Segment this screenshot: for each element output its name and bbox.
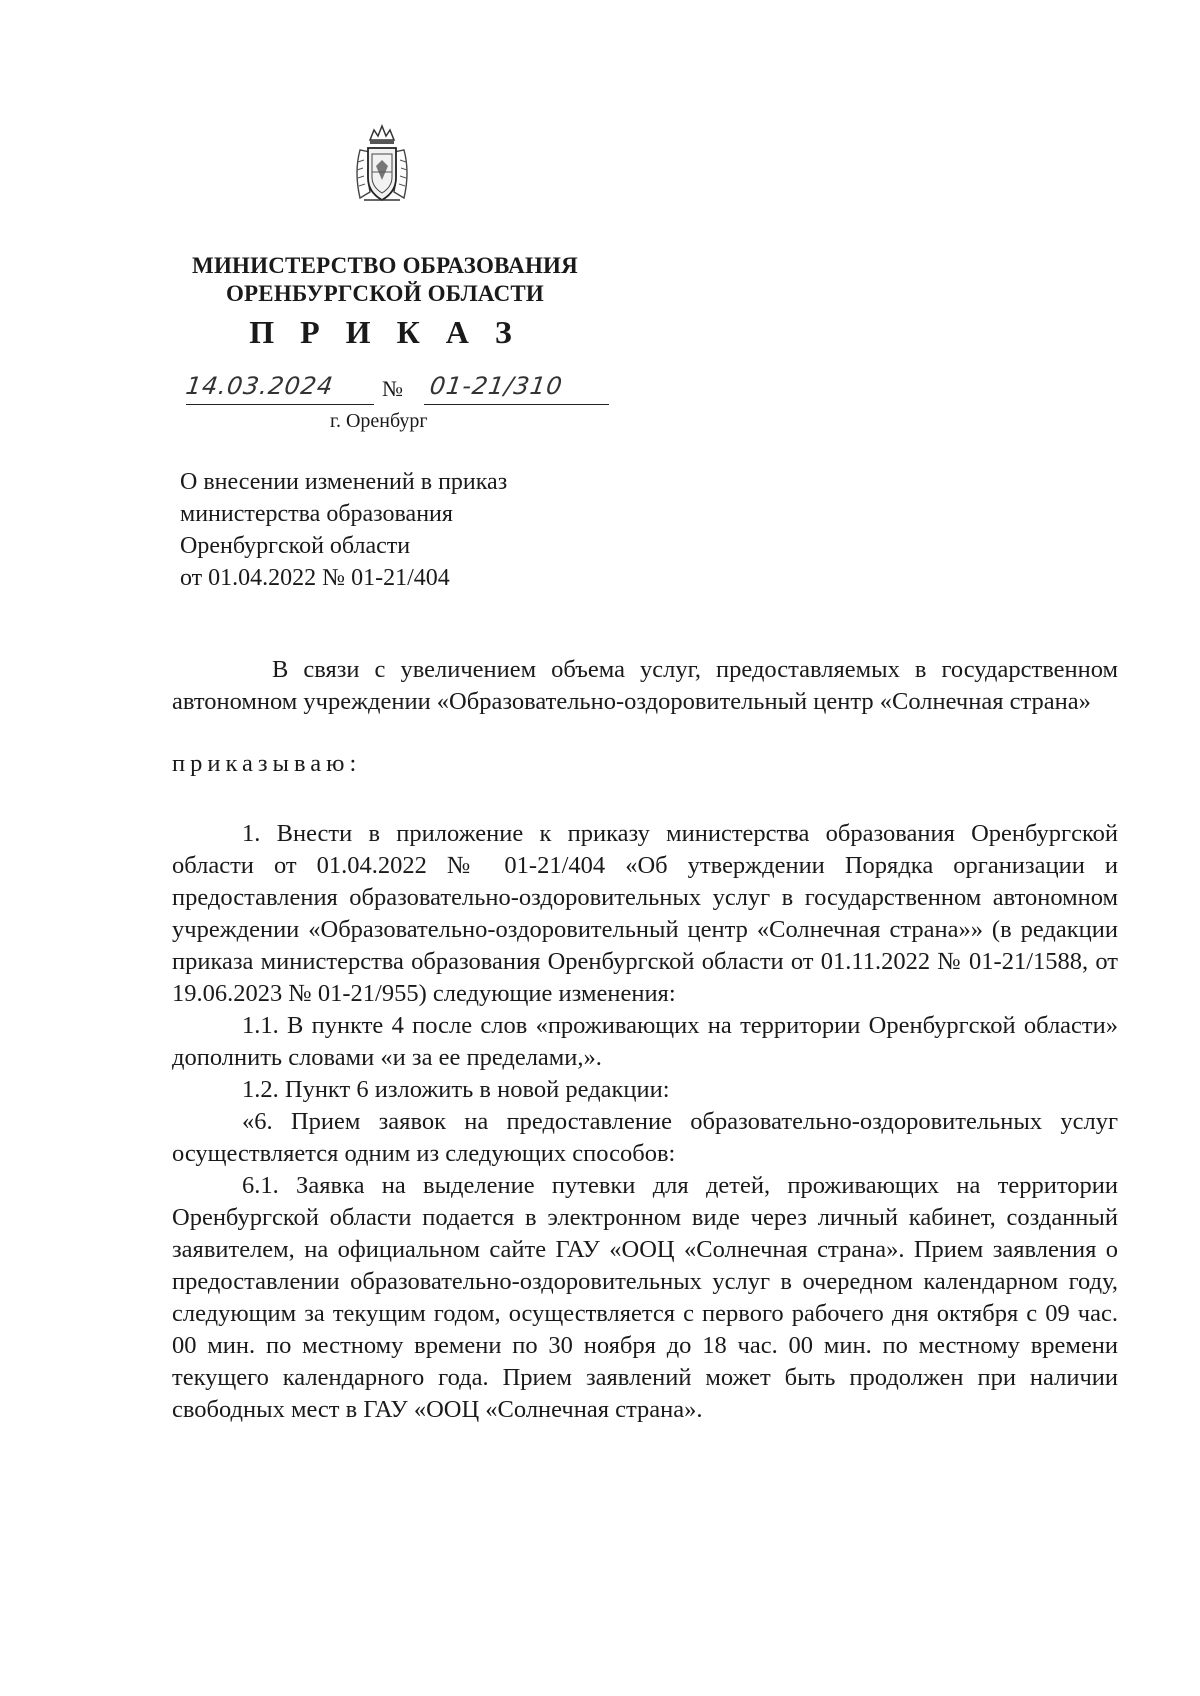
item-1-1-paragraph: 1.1. В пункте 4 после слов «проживающих на территории Оренбургской области» дополнить словами «и за ее пределами,». xyxy=(172,1012,1118,1071)
subject-line: Оренбургской области xyxy=(180,533,411,559)
order-date-number xyxy=(186,372,606,406)
order-body xyxy=(172,654,1118,1426)
date-underline xyxy=(186,404,374,405)
order-number: 01-21/310 xyxy=(428,372,565,400)
item-1-2-paragraph: 1.2. Пункт 6 изложить в новой редакции: xyxy=(242,1076,670,1103)
preamble-paragraph: В связи с увеличением объема услуг, предоставляемых в государственном автономном учреждении «Образовательно-оздоровительный центр «Солнечная страна» xyxy=(172,656,1118,715)
item-6-paragraph: «6. Прием заявок на предоставление образовательно-оздоровительных услуг осуществляется одним из следующих способов: xyxy=(172,1108,1118,1167)
ministry-name-line1: МИНИСТЕРСТВО ОБРАЗОВАНИЯ xyxy=(192,253,578,278)
subject-line: министерства образования xyxy=(180,501,453,527)
ministry-name-line2: ОРЕНБУРГСКОЙ ОБЛАСТИ xyxy=(225,281,545,306)
number-sign: № xyxy=(382,376,403,401)
item-6-1-paragraph: 6.1. Заявка на выделение путевки для детей, проживающих на территории Оренбургской области подается в электронном виде через личный кабинет, созданный заявителем, на официальном сайте ГАУ «ООЦ «Солнечная страна». Прием заявления о предоставлении образовательно-оздоровительных услуг в очередном календарном году, следующим за текущим годом, осуществляется с первого рабочего дня октября с 09 час. 00 мин. по местному времени по 30 ноября до 18 час. 00 мин. по местному времени текущего календарного года. Прием заявлений может быть продолжен при наличии свободных мест в ГАУ «ООЦ «Солнечная страна». xyxy=(172,1172,1118,1423)
city-name: г. Оренбург xyxy=(330,410,428,432)
item-1-paragraph: 1. Внести в приложение к приказу министерства образования Оренбургской области от 01.04.2022 № 01-21/404 «Об утверждении Порядка организации и предоставления образовательно-оздоровительных услуг в государственном автономном учреждении «Образовательно-оздоровительный центр «Солнечная страна»» (в редакции приказа министерства образования Оренбургской области от 01.11.2022 № 01-21/1588, от 19.06.2023 № 01-21/955) следующие изменения: xyxy=(172,820,1118,1007)
order-subject xyxy=(180,466,507,594)
number-underline xyxy=(424,404,609,405)
document-header xyxy=(150,252,620,351)
coat-of-arms-icon xyxy=(350,122,414,206)
subject-line: от 01.04.2022 № 01-21/404 xyxy=(180,565,450,591)
document-type-title: П Р И К А З xyxy=(249,314,521,350)
prikazyvayu-word: приказываю: xyxy=(172,750,362,777)
order-date: 14.03.2024 xyxy=(184,372,336,400)
subject-line: О внесении изменений в приказ xyxy=(180,469,508,495)
